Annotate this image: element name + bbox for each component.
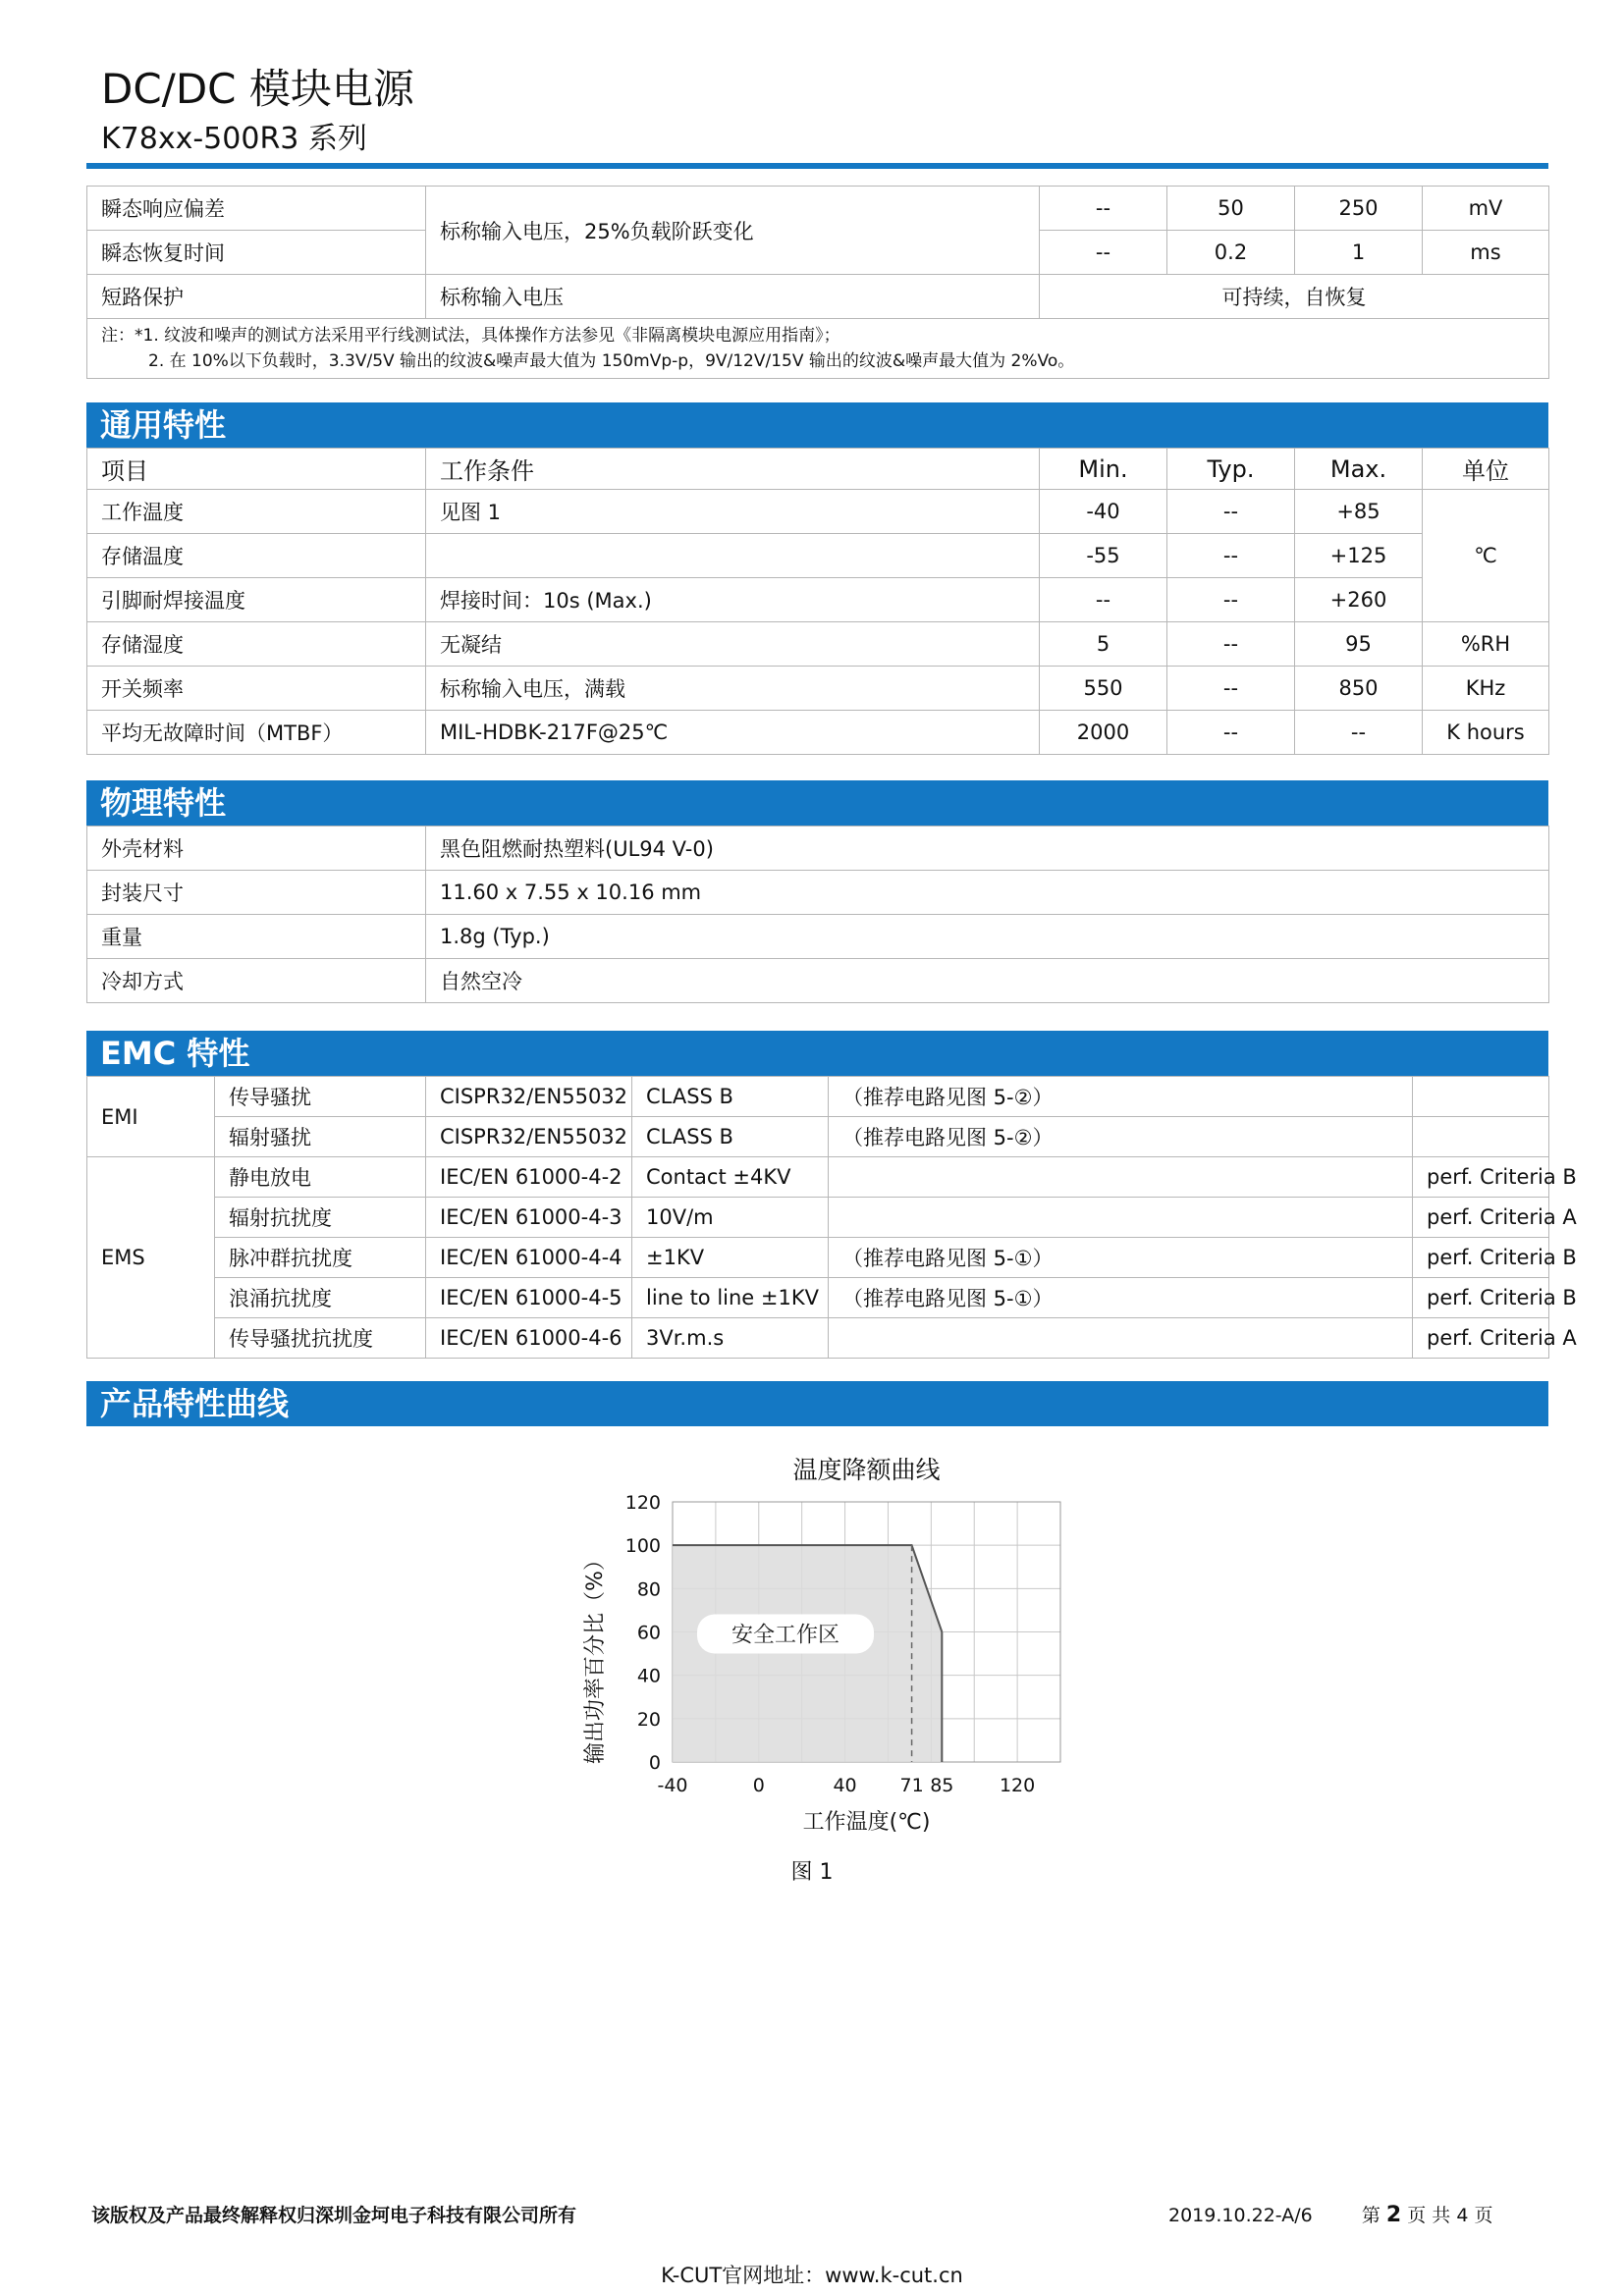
condition-cell: MIL-HDBK-217F@25℃ xyxy=(426,711,1040,755)
condition-cell: 标称输入电压，25%负载阶跃变化 xyxy=(426,187,1040,275)
item-cell: 开关频率 xyxy=(87,667,426,711)
item-cell: 瞬态恢复时间 xyxy=(87,231,426,275)
y-axis-label: 输出功率百分比（%） xyxy=(583,1549,608,1764)
emc-note xyxy=(829,1318,1413,1359)
item-cell: 平均无故障时间（MTBF） xyxy=(87,711,426,755)
emc-level: 10V/m xyxy=(632,1198,829,1238)
emc-table xyxy=(86,1076,1577,1359)
max-cell: +85 xyxy=(1295,490,1423,534)
condition-cell: 无凝结 xyxy=(426,622,1040,667)
emc-test-name: 传导骚扰抗扰度 xyxy=(215,1318,426,1359)
unit-cell: mV xyxy=(1423,187,1549,231)
emc-standard: IEC/EN 61000-4-4 xyxy=(426,1238,632,1278)
section-header-curves: 产品特性曲线 xyxy=(86,1381,1548,1426)
page-info xyxy=(1168,2201,1492,2227)
item-cell: 工作温度 xyxy=(87,490,426,534)
page-mid: 页 共 xyxy=(1407,2205,1451,2226)
emc-criteria: perf. Criteria B xyxy=(1413,1157,1549,1198)
typ-cell: -- xyxy=(1167,578,1295,622)
condition-cell: 标称输入电压 xyxy=(426,275,1040,319)
item-cell: 短路保护 xyxy=(87,275,426,319)
value-cell: 可持续，自恢复 xyxy=(1040,275,1549,319)
page-title: DC/DC 模块电源 xyxy=(101,65,414,113)
y-tick-label: 20 xyxy=(636,1708,661,1731)
series-title: K78xx-500R3 系列 xyxy=(101,122,367,156)
emc-note: （推荐电路见图 5-①） xyxy=(829,1278,1413,1318)
typ-cell: 0.2 xyxy=(1167,231,1295,275)
y-tick-label: 0 xyxy=(648,1752,661,1774)
emc-criteria: perf. Criteria A xyxy=(1413,1318,1549,1359)
item-cell: 引脚耐焊接温度 xyxy=(87,578,426,622)
page-suffix: 页 xyxy=(1474,2205,1493,2226)
typ-cell: -- xyxy=(1167,490,1295,534)
physical-table xyxy=(86,826,1549,1003)
area-label: 安全工作区 xyxy=(731,1623,840,1648)
title-divider xyxy=(86,163,1548,169)
emc-note: （推荐电路见图 5-①） xyxy=(829,1238,1413,1278)
item-cell: 封装尺寸 xyxy=(87,871,426,915)
emc-note xyxy=(829,1157,1413,1198)
header-max: Max. xyxy=(1295,449,1423,490)
emc-test-name: 传导骚扰 xyxy=(215,1077,426,1117)
chart-title: 温度降额曲线 xyxy=(792,1456,941,1484)
general-table xyxy=(86,448,1549,755)
note-line: 注：*1. 纹波和噪声的测试方法采用平行线测试法，具体操作方法参见《非隔离模块电源应用指南》； xyxy=(101,326,840,346)
emc-standard: CISPR32/EN55032 xyxy=(426,1077,632,1117)
max-cell: -- xyxy=(1295,711,1423,755)
page-total: 4 xyxy=(1456,2205,1469,2226)
page-number: 2 xyxy=(1385,2203,1402,2227)
x-axis-label: 工作温度(℃) xyxy=(802,1810,931,1835)
item-cell: 瞬态响应偏差 xyxy=(87,187,426,231)
unit-cell: ℃ xyxy=(1423,490,1549,622)
copyright: 该版权及产品最终解释权归深圳金坷电子科技有限公司所有 xyxy=(91,2205,577,2226)
unit-cell: KHz xyxy=(1423,667,1549,711)
page-prefix: 第 xyxy=(1361,2205,1380,2226)
value-cell: 黑色阻燃耐热塑料(UL94 V-0) xyxy=(426,827,1549,871)
header-condition: 工作条件 xyxy=(426,449,1040,490)
max-cell: +260 xyxy=(1295,578,1423,622)
value-cell: 自然空冷 xyxy=(426,959,1549,1003)
emc-criteria xyxy=(1413,1117,1549,1157)
emc-test-name: 辐射抗扰度 xyxy=(215,1198,426,1238)
typ-cell: -- xyxy=(1167,534,1295,578)
y-tick-label: 100 xyxy=(624,1535,661,1558)
condition-cell xyxy=(426,534,1040,578)
item-cell: 重量 xyxy=(87,915,426,959)
max-cell: 850 xyxy=(1295,667,1423,711)
emc-test-name: 静电放电 xyxy=(215,1157,426,1198)
unit-cell: ms xyxy=(1423,231,1549,275)
item-cell: 外壳材料 xyxy=(87,827,426,871)
header-min: Min. xyxy=(1040,449,1167,490)
condition-cell: 标称输入电压，满载 xyxy=(426,667,1040,711)
emc-criteria: perf. Criteria A xyxy=(1413,1198,1549,1238)
header-item: 项目 xyxy=(87,449,426,490)
emc-standard: IEC/EN 61000-4-6 xyxy=(426,1318,632,1359)
unit-cell: K hours xyxy=(1423,711,1549,755)
emc-level: Contact ±4KV xyxy=(632,1157,829,1198)
section-header-general: 通用特性 xyxy=(86,402,1548,448)
note-cell xyxy=(87,319,1549,379)
item-cell: 冷却方式 xyxy=(87,959,426,1003)
y-tick-label: 40 xyxy=(636,1665,661,1687)
ems-label: EMS xyxy=(87,1157,215,1359)
note-line: 2. 在 10%以下负载时，3.3V/5V 输出的纹波&噪声最大值为 150mVp-p，9V/12V/15V 输出的纹波&噪声最大值为 2%Vo。 xyxy=(148,351,1075,371)
max-cell: 95 xyxy=(1295,622,1423,667)
value-cell: 1.8g (Typ.) xyxy=(426,915,1549,959)
emc-standard: IEC/EN 61000-4-5 xyxy=(426,1278,632,1318)
emc-criteria: perf. Criteria B xyxy=(1413,1278,1549,1318)
min-cell: 5 xyxy=(1040,622,1167,667)
min-cell: 550 xyxy=(1040,667,1167,711)
transient-table xyxy=(86,186,1549,379)
max-cell: +125 xyxy=(1295,534,1423,578)
item-cell: 存储温度 xyxy=(87,534,426,578)
header-unit: 单位 xyxy=(1423,449,1549,490)
typ-cell: -- xyxy=(1167,711,1295,755)
emc-note xyxy=(829,1198,1413,1238)
y-tick-label: 80 xyxy=(636,1578,661,1601)
website: K-CUT官网地址：www.k-cut.cn xyxy=(661,2264,963,2287)
typ-cell: 50 xyxy=(1167,187,1295,231)
min-cell: -- xyxy=(1040,187,1167,231)
max-cell: 1 xyxy=(1295,231,1423,275)
min-cell: -40 xyxy=(1040,490,1167,534)
emc-note: （推荐电路见图 5-②） xyxy=(829,1077,1413,1117)
emc-standard: IEC/EN 61000-4-2 xyxy=(426,1157,632,1198)
emc-level: CLASS B xyxy=(632,1077,829,1117)
typ-cell: -- xyxy=(1167,667,1295,711)
derating-chart xyxy=(550,1443,1100,1845)
emc-level: CLASS B xyxy=(632,1117,829,1157)
unit-cell: %RH xyxy=(1423,622,1549,667)
emi-label: EMI xyxy=(87,1077,215,1157)
min-cell: -- xyxy=(1040,578,1167,622)
emc-test-name: 辐射骚扰 xyxy=(215,1117,426,1157)
x-tick-label: -40 xyxy=(657,1775,688,1796)
emc-note: （推荐电路见图 5-②） xyxy=(829,1117,1413,1157)
header-typ: Typ. xyxy=(1167,449,1295,490)
version: 2019.10.22-A/6 xyxy=(1168,2205,1313,2226)
emc-test-name: 脉冲群抗扰度 xyxy=(215,1238,426,1278)
x-tick-label: 120 xyxy=(999,1775,1036,1796)
emc-standard: CISPR32/EN55032 xyxy=(426,1117,632,1157)
condition-cell: 见图 1 xyxy=(426,490,1040,534)
safe-area xyxy=(673,1545,942,1762)
emc-level: 3Vr.m.s xyxy=(632,1318,829,1359)
condition-cell: 焊接时间：10s (Max.) xyxy=(426,578,1040,622)
x-tick-label: 40 xyxy=(833,1775,857,1796)
min-cell: 2000 xyxy=(1040,711,1167,755)
x-tick-label: 85 xyxy=(930,1775,954,1796)
y-tick-label: 60 xyxy=(636,1622,661,1644)
min-cell: -- xyxy=(1040,231,1167,275)
min-cell: -55 xyxy=(1040,534,1167,578)
value-cell: 11.60 x 7.55 x 10.16 mm xyxy=(426,871,1549,915)
emc-criteria xyxy=(1413,1077,1549,1117)
emc-criteria: perf. Criteria B xyxy=(1413,1238,1549,1278)
figure-caption: 图 1 xyxy=(790,1860,834,1885)
section-header-emc: EMC 特性 xyxy=(86,1031,1548,1076)
item-cell: 存储湿度 xyxy=(87,622,426,667)
emc-standard: IEC/EN 61000-4-3 xyxy=(426,1198,632,1238)
emc-level: line to line ±1KV xyxy=(632,1278,829,1318)
x-tick-label: 0 xyxy=(752,1775,765,1796)
x-tick-label: 71 xyxy=(899,1775,924,1796)
section-header-physical: 物理特性 xyxy=(86,780,1548,826)
y-tick-label: 120 xyxy=(624,1492,661,1514)
emc-level: ±1KV xyxy=(632,1238,829,1278)
typ-cell: -- xyxy=(1167,622,1295,667)
max-cell: 250 xyxy=(1295,187,1423,231)
emc-test-name: 浪涌抗扰度 xyxy=(215,1278,426,1318)
